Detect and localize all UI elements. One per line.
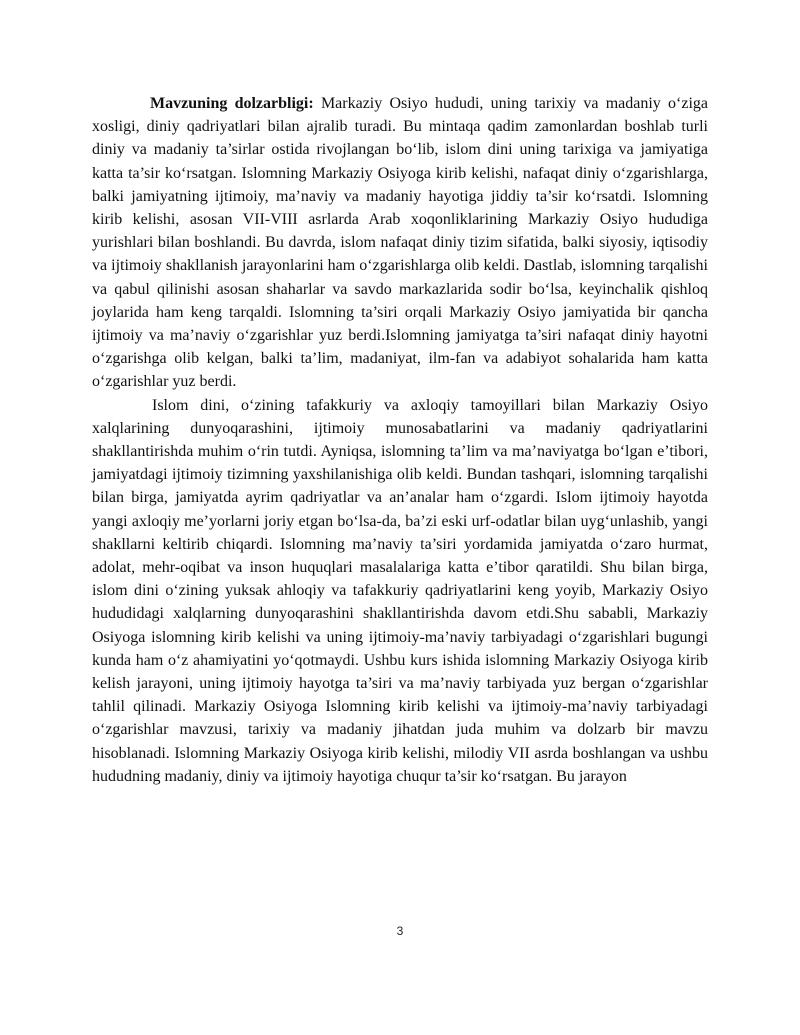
section-lead-heading: Mavzuning dolzarbligi: xyxy=(150,95,314,112)
document-body xyxy=(92,92,708,788)
page-number: 3 xyxy=(396,924,404,938)
islam-influence-paragraph xyxy=(92,394,708,788)
islam-influence-paragraph-text: Islom dini, o‘zining tafakkuriy va axloqiy tamoyillari bilan Markaziy Osiyo xalqlarining dunyoqarashini, ijtimoiy munosabatlarini va madaniy qadriyatlarini shakllantirishda muhim o‘rin tutdi. Ayniqsa, islomning ta’lim va ma’naviyatga bo‘lgan e’tibori, jamiyatdagi ijtimoiy tizimning yaxshilanishiga olib keldi. Bundan tashqari, islomning tarqalishi bilan birga, jamiyatda ayrim qadriyatlar va an’analar ham o‘zgardi. Islom ijtimoiy hayotda yangi axloqiy me’yorlarni joriy etgan bo‘lsa-da, ba’zi eski urf-odatlar bilan uyg‘unlashib, yangi shakllarni keltirib chiqardi. Islomning ma’naviy ta’siri yordamida jamiyatda o‘zaro hurmat, adolat, mehr-oqibat va inson huquqlari masalalariga katta e’tibor qaratildi. Shu bilan birga, islom dini o‘zining yuksak ahloqiy va tafakkuriy qadriyatlarini keng yoyib, Markaziy Osiyo hududidagi xalqlarning dunyoqarashini shakllantirishda davom etdi.Shu sababli, Markaziy Osiyoga islomning kirib kelishi va uning ijtimoiy-ma’naviy tarbiyadagi o‘zgarishlari bugungi kunda ham o‘z ahamiyatini yo‘qotmaydi. Ushbu kurs ishida islomning Markaziy Osiyoga kirib kelish jarayoni, uning ijtimoiy hayotga ta’siri va ma’naviy tarbiyada yuz bergan o‘zgarishlar tahlil qilinadi. Markaziy Osiyoga Islomning kirib kelishi va ijtimoiy-ma’naviy tarbiyadagi o‘zgarishlar mavzusi, tarixiy va madaniy jihatdan juda muhim va dolzarb bir mavzu hisoblanadi. Islomning Markaziy Osiyoga kirib kelishi, milodiy VII asrda boshlangan va ushbu hududning madaniy, diniy va ijtimoiy hayotiga chuqur ta’sir ko‘rsatgan. Bu jarayon xyxy=(92,396,708,785)
relevance-paragraph xyxy=(92,92,708,394)
relevance-paragraph-text: Markaziy Osiyo hududi, uning tarixiy va madaniy o‘ziga xosligi, diniy qadriyatlari bilan ajralib turadi. Bu mintaqa qadim zamonlardan boshlab turli diniy va madaniy ta’sirlar ostida rivojlangan bo‘lib, islom dini uning tarixiga va jamiyatiga katta ta’sir ko‘rsatgan. Islomning Markaziy Osiyoga kirib kelishi, nafaqat diniy o‘zgarishlarga, balki jamiyatning ijtimoiy, ma’naviy va madaniy hayotiga jiddiy ta’sir ko‘rsatdi. Islomning kirib kelishi, asosan VII-VIII asrlarda Arab xoqonliklarining Markaziy Osiyo hududiga yurishlari bilan boshlandi. Bu davrda, islom nafaqat diniy tizim sifatida, balki siyosiy, iqtisodiy va ijtimoiy shakllanish jarayonlarini ham o‘zgarishlarga olib keldi. Dastlab, islomning tarqalishi va qabul qilinishi asosan shaharlar va savdo markazlarida sodir bo‘lsa, keyinchalik qishloq joylarida ham keng tarqaldi. Islomning ta’siri orqali Markaziy Osiyo jamiyatida bir qancha ijtimoiy va ma’naviy o‘zgarishlar yuz berdi.Islomning jamiyatga ta’siri nafaqat diniy hayotni o‘zgarishga olib kelgan, balki ta’lim, madaniyat, ilm-fan va adabiyot sohalarida ham katta o‘zgarishlar yuz berdi. xyxy=(92,95,709,391)
